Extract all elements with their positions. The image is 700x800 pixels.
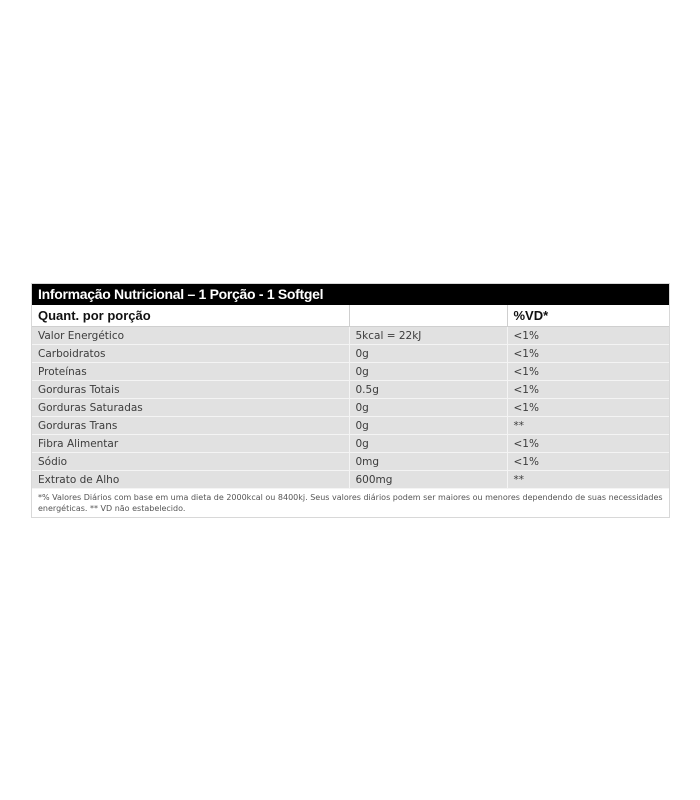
header-amount: [349, 305, 507, 327]
nutrient-amount: 0g: [349, 363, 507, 381]
nutrient-daily-value: <1%: [507, 327, 669, 345]
table-row: [32, 399, 669, 417]
nutrient-name: Extrato de Alho: [32, 471, 349, 489]
nutrition-facts-panel: [31, 283, 670, 518]
nutrient-amount: 600mg: [349, 471, 507, 489]
nutrition-table: [32, 305, 669, 489]
table-row: [32, 471, 669, 489]
table-row: [32, 345, 669, 363]
table-row: [32, 327, 669, 345]
nutrient-amount: 0g: [349, 345, 507, 363]
nutrient-daily-value: <1%: [507, 345, 669, 363]
header-row: [32, 305, 669, 327]
nutrient-daily-value: <1%: [507, 399, 669, 417]
nutrient-name: Carboidratos: [32, 345, 349, 363]
table-row: [32, 435, 669, 453]
nutrient-name: Fibra Alimentar: [32, 435, 349, 453]
table-row: [32, 453, 669, 471]
nutrient-name: Gorduras Saturadas: [32, 399, 349, 417]
nutrient-amount: 0mg: [349, 453, 507, 471]
header-serving-quantity: Quant. por porção: [32, 305, 349, 327]
nutrient-name: Gorduras Trans: [32, 417, 349, 435]
header-daily-value: %VD*: [507, 305, 669, 327]
nutrient-amount: 0.5g: [349, 381, 507, 399]
nutrient-name: Gorduras Totais: [32, 381, 349, 399]
nutrient-daily-value: **: [507, 417, 669, 435]
table-row: [32, 417, 669, 435]
nutrient-amount: 5kcal = 22kJ: [349, 327, 507, 345]
nutrient-daily-value: <1%: [507, 435, 669, 453]
nutrient-name: Valor Energético: [32, 327, 349, 345]
table-row: [32, 381, 669, 399]
nutrient-amount: 0g: [349, 399, 507, 417]
nutrient-name: Proteínas: [32, 363, 349, 381]
nutrient-amount: 0g: [349, 435, 507, 453]
daily-value-footnote: *% Valores Diários com base em uma dieta de 2000kcal ou 8400kj. Seus valores diários podem ser maiores ou menores dependendo de suas necessidades energéticas. ** VD não estabelecido.: [32, 489, 669, 517]
nutrient-daily-value: **: [507, 471, 669, 489]
nutrient-amount: 0g: [349, 417, 507, 435]
table-row: [32, 363, 669, 381]
nutrition-title: Informação Nutricional – 1 Porção - 1 Softgel: [32, 284, 669, 305]
nutrient-daily-value: <1%: [507, 381, 669, 399]
nutrient-daily-value: <1%: [507, 363, 669, 381]
nutrient-daily-value: <1%: [507, 453, 669, 471]
nutrient-name: Sódio: [32, 453, 349, 471]
